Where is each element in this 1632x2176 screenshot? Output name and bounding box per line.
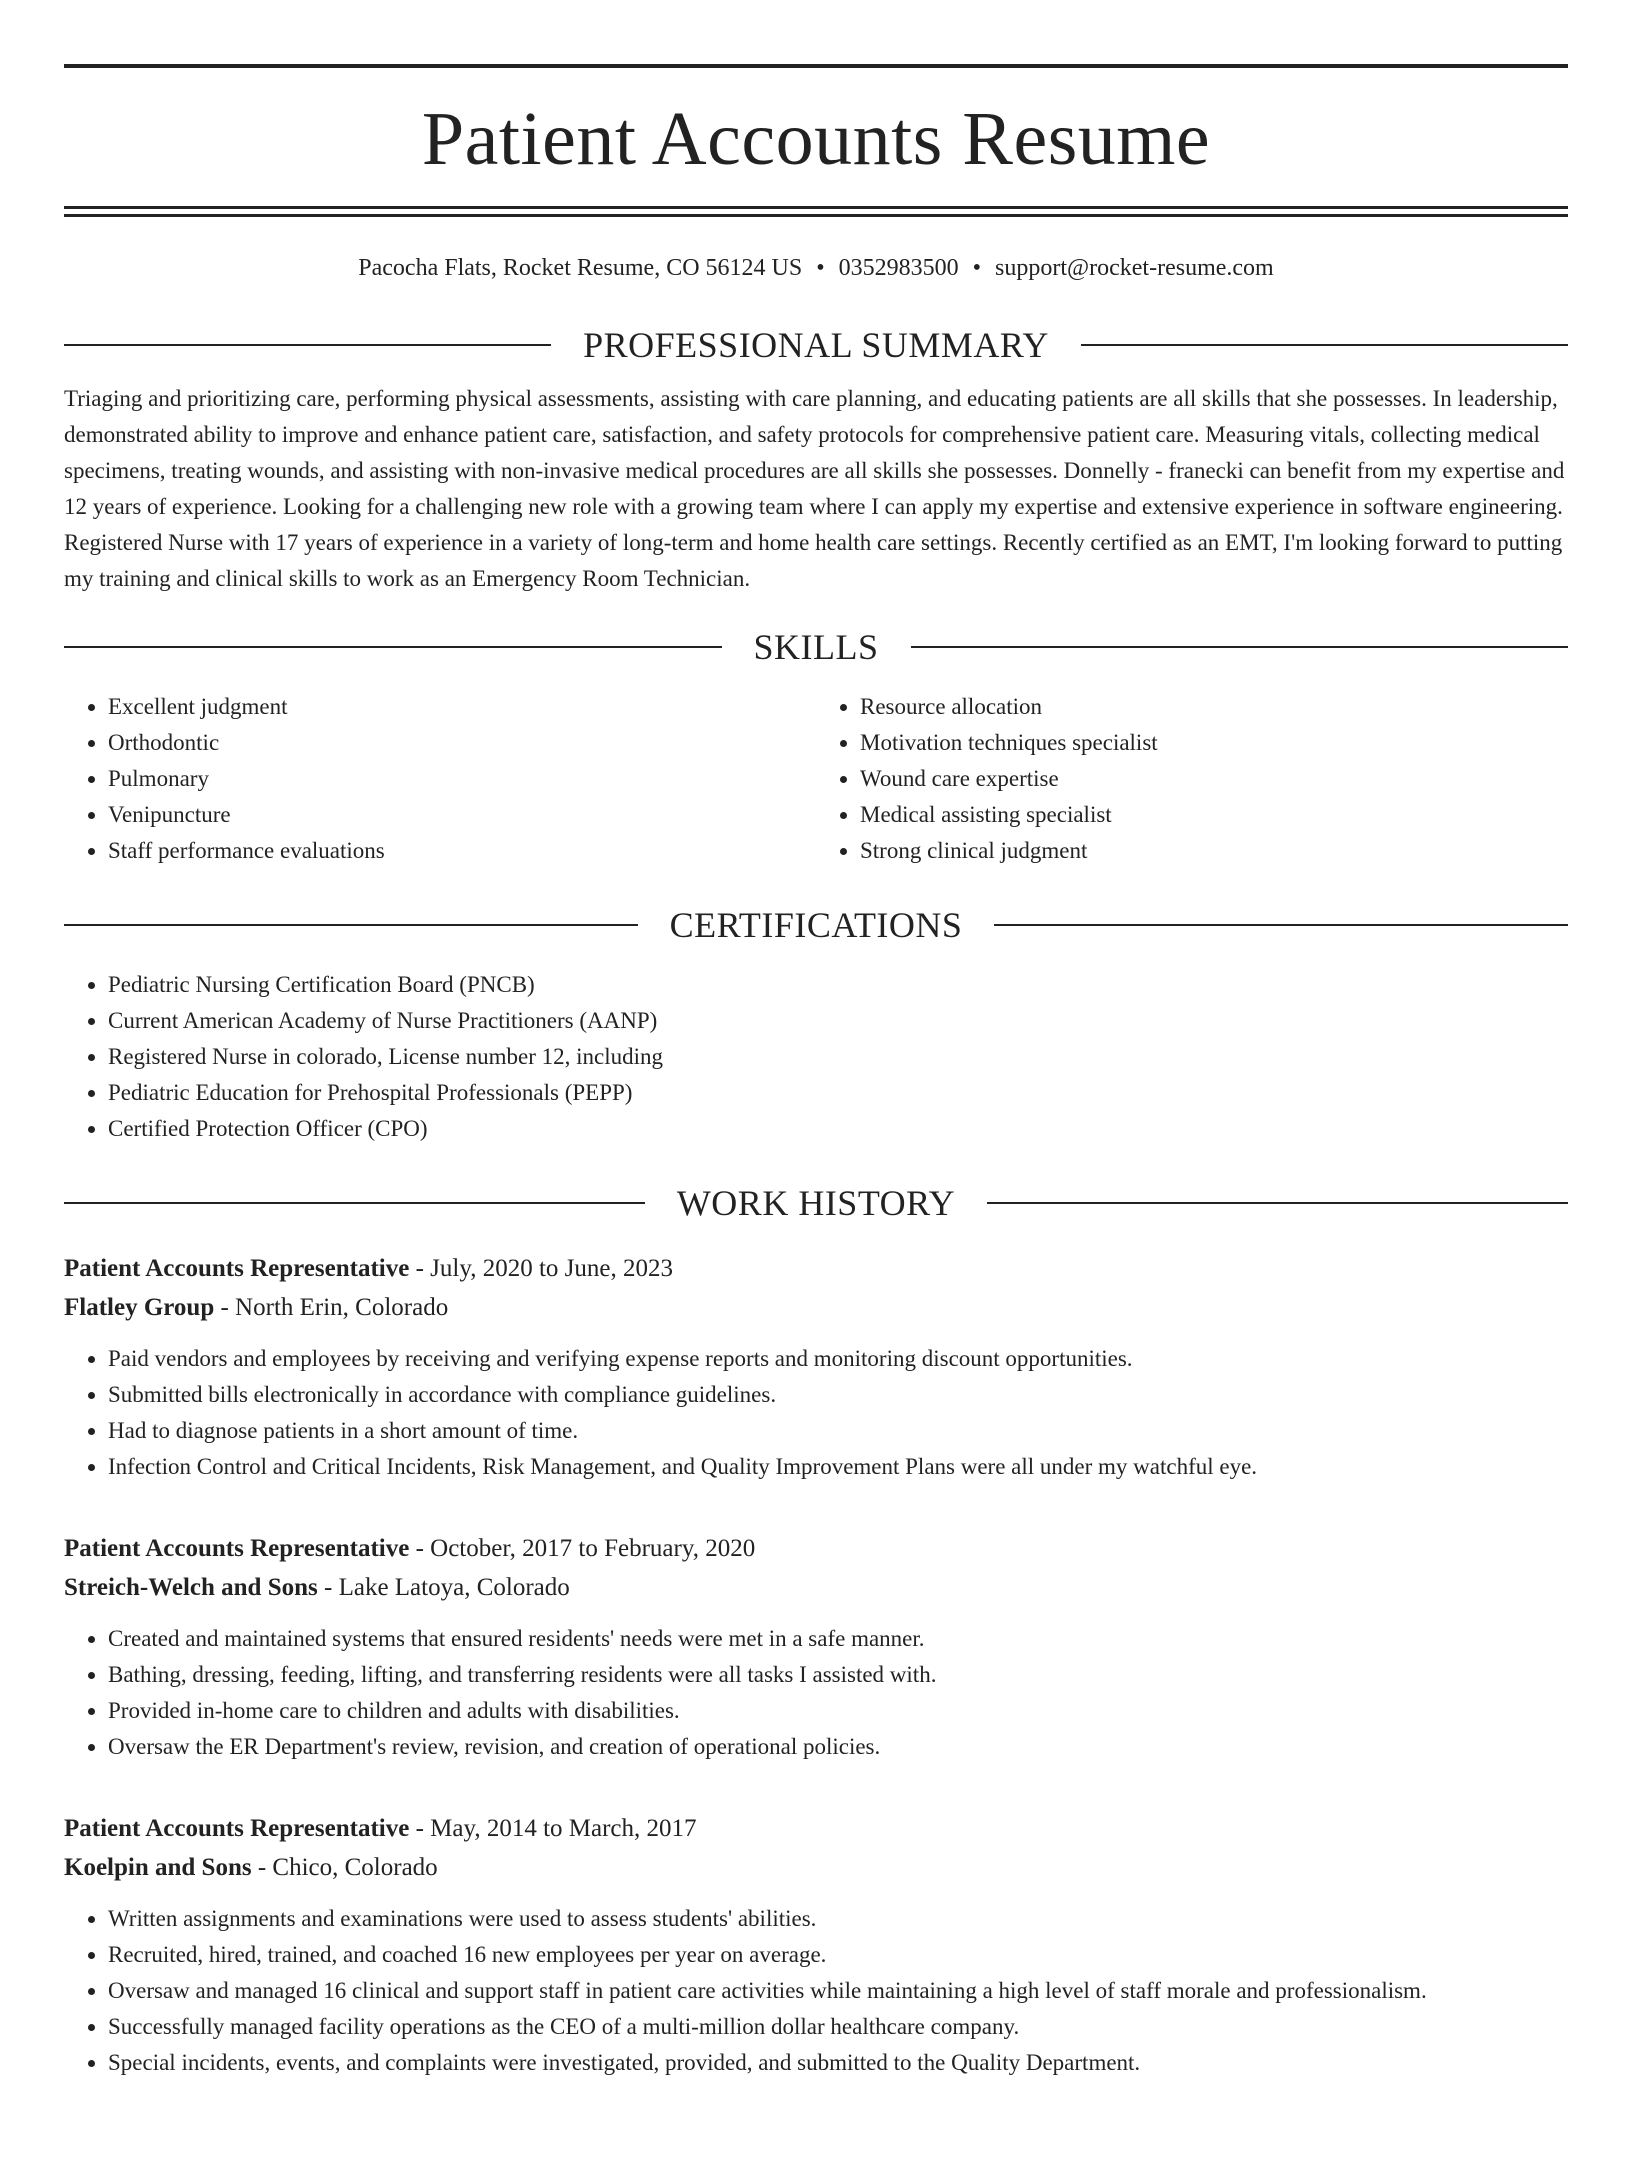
skills-section-header [64,627,1568,667]
resume-page [0,64,1632,2176]
job-title-line [64,1529,1568,1568]
job-bullet: • Oversaw and managed 16 clinical and support staff in patient care activities while maintaining a high level of staff morale and professionalism. [108,1973,1568,2009]
job-entry [64,1529,1568,1765]
skills-column-left [64,689,816,869]
summary-section-header [64,325,1568,365]
job-bullets [64,1341,1568,1485]
job-location: - Lake Latoya, Colorado [317,1574,570,1601]
contact-phone: 0352983500 [838,255,959,281]
job-bullet: • Written assignments and examinations were used to assess students' abilities. [108,1901,1568,1937]
contact-line [64,253,1568,283]
skills-list [64,689,1568,869]
section-rule-right [1081,344,1568,346]
job-bullet: • Paid vendors and employees by receiving and verifying expense reports and monitoring discount opportunities. [108,1341,1568,1377]
section-rule-left [64,344,551,346]
resume-title: Patient Accounts Resume [421,97,1211,181]
summary-text: Triaging and prioritizing care, performing physical assessments, assisting with care planning, and educating patients are all skills that she possesses. In leadership, demonstrated ability to improve and enhance patient care, satisfaction, and safety protocols for comprehensive patient care. Measuring vitals, collecting medical specimens, treating wounds, and assisting with non-invasive medical procedures are all skills she possesses. Donnelly - franecki can benefit from my expertise and 12 years of experience. Looking for a challenging new role with a growing team where I can apply my expertise and extensive experience in software engineering. Registered Nurse with 17 years of experience in a variety of long-term and home health care settings. Recently certified as an EMT, I'm looking forward to putting my training and clinical skills to work as an Emergency Room Technician. [64,386,1565,591]
skill-item: • Resource allocation [860,689,1568,725]
skills-column-right [816,689,1568,869]
contact-email: support@rocket-resume.com [995,255,1274,281]
job-company: Flatley Group [64,1294,215,1321]
section-rule-right [987,1202,1568,1204]
skill-item: • Wound care expertise [860,761,1568,797]
job-company: Streich-Welch and Sons [64,1574,318,1601]
top-rule [64,64,1568,68]
job-dates: - July, 2020 to June, 2023 [409,1255,673,1282]
job-dates: - May, 2014 to March, 2017 [409,1815,697,1842]
summary-heading: PROFESSIONAL SUMMARY [583,325,1049,365]
certification-item: • Pediatric Nursing Certification Board (PNCB) [108,967,1568,1003]
skill-item: • Motivation techniques specialist [860,725,1568,761]
job-title-line [64,1809,1568,1848]
job-bullet: • Successfully managed facility operations as the CEO of a multi-million dollar healthcare company. [108,2009,1568,2045]
section-rule-left [64,1202,645,1204]
job-title-line [64,1249,1568,1288]
skill-item: • Staff performance evaluations [108,833,816,869]
job-bullet: • Special incidents, events, and complaints were investigated, provided, and submitted to the Quality Department. [108,2045,1568,2081]
job-bullets [64,1901,1568,2081]
job-bullet: • Infection Control and Critical Incidents, Risk Management, and Quality Improvement Plans were all under my watchful eye. [108,1449,1568,1485]
section-rule-right [994,924,1568,926]
skill-item: • Excellent judgment [108,689,816,725]
section-rule-left [64,646,722,648]
certifications-list [64,967,1568,1147]
certifications-section-header [64,905,1568,945]
title-double-rule [64,206,1568,217]
job-bullet: • Oversaw the ER Department's review, revision, and creation of operational policies. [108,1729,1568,1765]
job-entry [64,1249,1568,1485]
certification-item: • Registered Nurse in colorado, License number 12, including [108,1039,1568,1075]
certification-item: • Current American Academy of Nurse Practitioners (AANP) [108,1003,1568,1039]
job-bullet: • Created and maintained systems that ensured residents' needs were met in a safe manner. [108,1621,1568,1657]
job-entry [64,1809,1568,2081]
contact-separator: • [972,255,982,281]
job-title: Patient Accounts Representative [64,1255,410,1282]
skill-item: • Strong clinical judgment [860,833,1568,869]
contact-address: Pacocha Flats, Rocket Resume, CO 56124 US [358,255,803,281]
work-history-section-header [64,1183,1568,1223]
section-rule-right [911,646,1569,648]
certification-item: • Certified Protection Officer (CPO) [108,1111,1568,1147]
job-bullet: • Submitted bills electronically in accordance with compliance guidelines. [108,1377,1568,1413]
job-company-line [64,1848,1568,1887]
work-history-heading: WORK HISTORY [676,1183,956,1223]
skill-item: • Medical assisting specialist [860,797,1568,833]
job-bullet: • Bathing, dressing, feeding, lifting, and transferring residents were all tasks I assisted with. [108,1657,1568,1693]
contact-separator: • [816,255,825,281]
section-rule-left [64,924,638,926]
job-bullets [64,1621,1568,1765]
skill-item: • Pulmonary [108,761,816,797]
job-title: Patient Accounts Representative [64,1815,410,1842]
job-company: Koelpin and Sons [64,1854,252,1881]
job-bullet: • Provided in-home care to children and adults with disabilities. [108,1693,1568,1729]
job-bullet: • Recruited, hired, trained, and coached 16 new employees per year on average. [108,1937,1568,1973]
skill-item: • Orthodontic [108,725,816,761]
job-title: Patient Accounts Representative [64,1535,410,1562]
job-location: - North Erin, Colorado [214,1294,449,1321]
skill-item: • Venipuncture [108,797,816,833]
job-company-line [64,1288,1568,1327]
certifications-heading: CERTIFICATIONS [669,905,963,945]
certification-item: • Pediatric Education for Prehospital Professionals (PEPP) [108,1075,1568,1111]
skills-heading: SKILLS [753,627,879,667]
job-location: - Chico, Colorado [251,1854,438,1881]
job-company-line [64,1568,1568,1607]
job-dates: - October, 2017 to February, 2020 [409,1535,756,1562]
job-bullet: • Had to diagnose patients in a short amount of time. [108,1413,1568,1449]
